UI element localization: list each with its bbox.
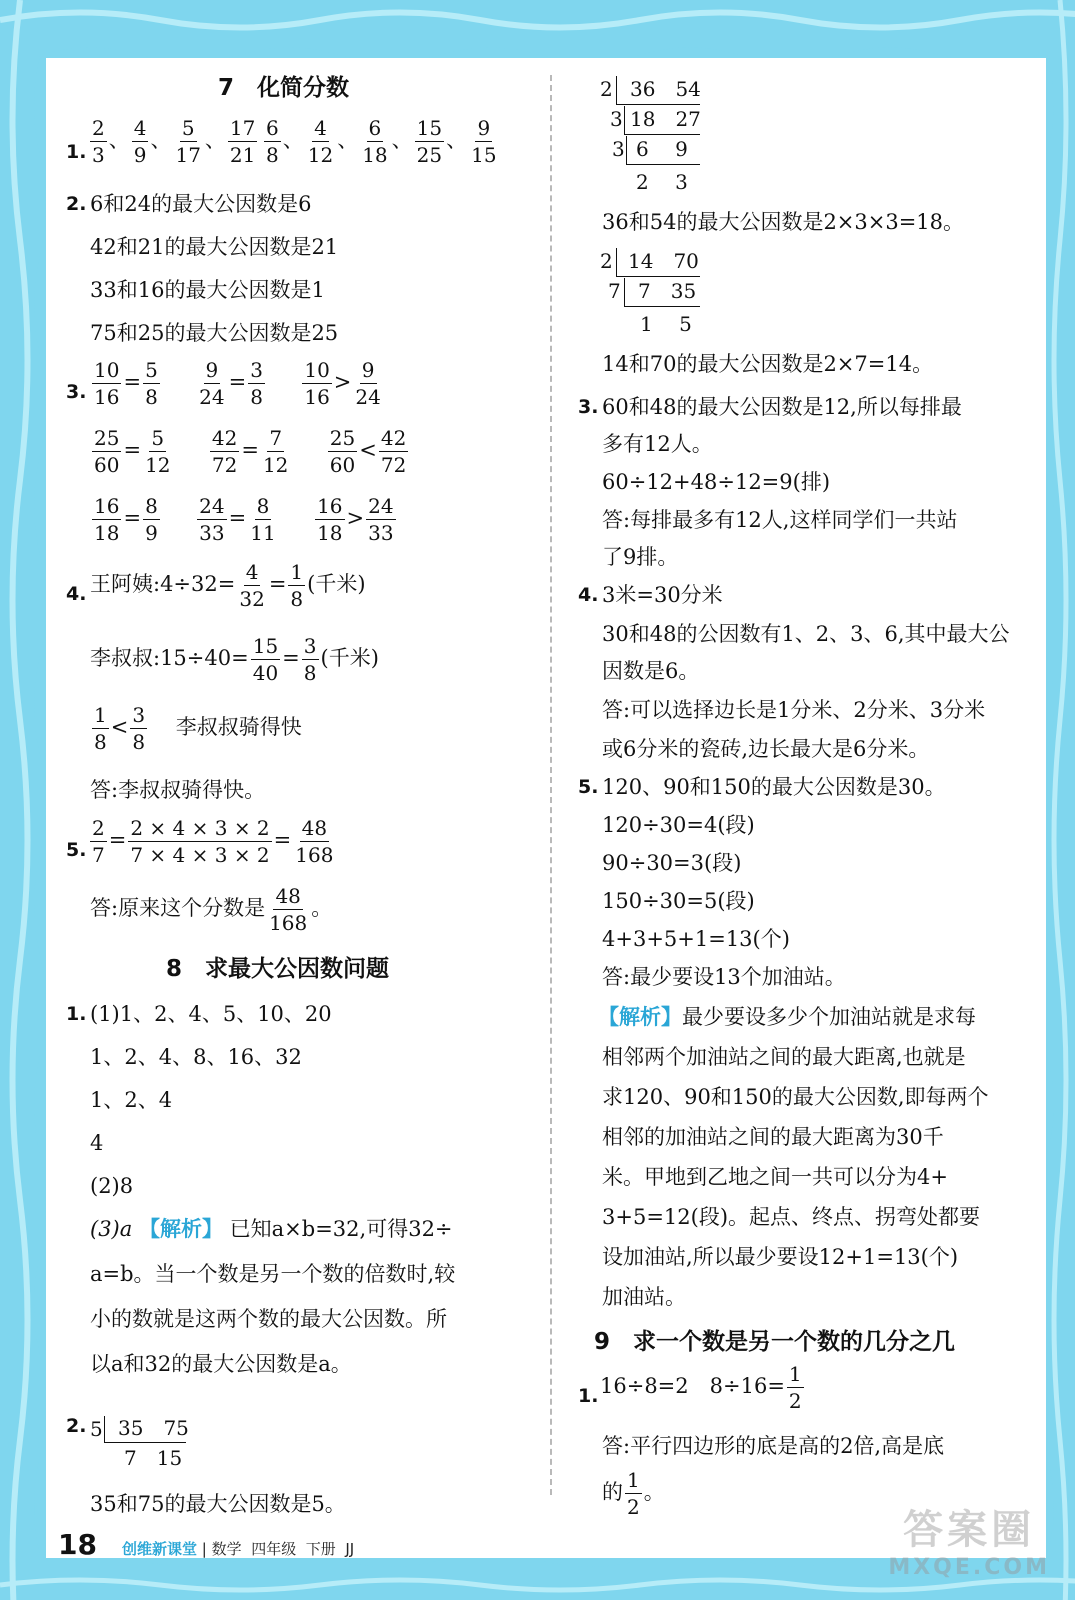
s7-q4-line2: 李叔叔:15÷40= $\frac{15}{40}$ = $\frac{3}{8}$ (千米) (90, 634, 379, 685)
q-number: 1. (66, 141, 87, 163)
footer-brand: 创维新课堂 (122, 1540, 198, 1558)
page-number: 18 (58, 1528, 97, 1561)
section-7-title: 7 化简分数 (218, 75, 350, 101)
answer-line: (1)1、2、4、5、10、20 (90, 1002, 332, 1026)
answer-line: 150÷30=5(段) (602, 889, 755, 913)
answer-line: 1、2、4 (90, 1088, 173, 1112)
s7-q4-line1: 王阿姨:4÷32= $\frac{4}{32}$ = $\frac{1}{8}$ (千米) (90, 560, 366, 611)
answer-line: a=b。当一个数是另一个数的倍数时,较 (90, 1262, 456, 1286)
s7-q5-equation: $\frac{2}{7}$ = $\frac{2 \times 4 \times 3 \times 2}{7 \times 4 \times 3 \times 2}$ = $\frac{48}{168}$ (92, 816, 334, 867)
section-9-title: 9 求一个数是另一个数的几分之几 (594, 1329, 956, 1355)
answer-line: 答:每排最多有12人,这样同学们一共站 (602, 508, 958, 532)
analysis-line: 设加油站,所以最少要设12+1=13(个) (602, 1245, 959, 1269)
q-number: 3. (578, 396, 599, 418)
answer-line: 120÷30=4(段) (602, 813, 755, 837)
q-number: 4. (66, 583, 87, 605)
section-8-title: 8 求最大公因数问题 (166, 956, 390, 982)
answer-line: 因数是6。 (602, 659, 700, 683)
answer-line: 14和70的最大公因数是2×7=14。 (602, 352, 934, 376)
answer-line: 答:可以选择边长是1分米、2分米、3分米 (602, 698, 986, 722)
answer-line: 33和16的最大公因数是1 (90, 278, 325, 302)
q-number: 2. (66, 193, 87, 215)
answer-line: 42和21的最大公因数是21 (90, 235, 339, 259)
analysis-line: 米。甲地到乙地之间一共可以分为4+ (602, 1165, 948, 1189)
answer-line: 35和75的最大公因数是5。 (90, 1492, 346, 1516)
analysis-tag: 【解析】 (138, 1216, 223, 1241)
answer-line: 6和24的最大公因数是6 (90, 192, 312, 216)
analysis-tag: 【解析】 (598, 1004, 682, 1029)
s8-q1-3-line: (3)a 【解析】 已知a×b=32,可得32÷ (90, 1216, 453, 1241)
s7-q4-compare: $\frac{1}{8}$ < $\frac{3}{8}$ 李叔叔骑得快 (94, 703, 302, 754)
answer-line: 答:最少要设13个加油站。 (602, 965, 846, 989)
answer-line: 了9排。 (602, 545, 679, 569)
answer-line: 小的数就是这两个数的最大公因数。所 (90, 1307, 447, 1331)
s7-q3-row: $\frac{25}{60}$ = $\frac{5}{12}$ $\frac{42}{72}$ = $\frac{7}{12}$ $\frac{25}{60}$ < $\frac{42}{72}$ (94, 426, 407, 477)
answer-line: 4 (90, 1131, 104, 1155)
q-number: 2. (66, 1415, 87, 1437)
s9-q1-equation: 16÷8=2 8÷16= $\frac{1}{2}$ (600, 1362, 802, 1413)
footer-info: 创维新课堂 | 数学 四年级 下册 JJ (122, 1540, 355, 1558)
s8-q5-analysis: 【解析】最少要设多少个加油站就是求每 (598, 1004, 976, 1029)
q-number: 3. (66, 381, 87, 403)
q-number: 5. (578, 776, 599, 798)
q-number: 5. (66, 839, 87, 861)
answer-line: 答:平行四边形的底是高的2倍,高是底 (602, 1434, 945, 1458)
answer-line: 75和25的最大公因数是25 (90, 321, 339, 345)
s7-q3-row: $\frac{10}{16}$ = $\frac{5}{8}$ $\frac{9}{24}$ = $\frac{3}{8}$ $\frac{10}{16}$ > $\frac{9}{24}$ (94, 358, 381, 409)
answer-line: 36和54的最大公因数是2×3×3=18。 (602, 210, 965, 234)
q-number: 1. (578, 1385, 599, 1407)
answer-line: 60和48的最大公因数是12,所以每排最 (602, 395, 962, 419)
analysis-line: 相邻的加油站之间的最大距离为30千 (602, 1125, 944, 1149)
answer-line: 1、2、4、8、16、32 (90, 1045, 302, 1069)
watermark-logo: 答案圈 MXQE.COM (888, 1507, 1050, 1580)
answer-line: 或6分米的瓷砖,边长最大是6分米。 (602, 737, 930, 761)
column-divider (550, 75, 552, 1495)
q-number: 4. (578, 584, 599, 606)
s7-q3-row: $\frac{16}{18}$ = $\frac{8}{9}$ $\frac{24}{33}$ = $\frac{8}{11}$ $\frac{16}{18}$ > $\frac{24}{33}$ (94, 494, 394, 545)
s7-q5-answer: 答:原来这个分数是 $\frac{48}{168}$ 。 (90, 884, 333, 935)
analysis-line: 加油站。 (602, 1285, 686, 1309)
answer-line: 答:李叔叔骑得快。 (90, 778, 266, 802)
answer-line: 以a和32的最大公因数是a。 (90, 1352, 352, 1376)
answer-line: 30和48的公因数有1、2、3、6,其中最大公 (602, 622, 1010, 646)
answer-line: 3米=30分米 (602, 583, 723, 607)
s7-q1-answer-2: $\frac{6}{8}$ 、 $\frac{4}{12}$ 、 $\frac{6}{18}$ 、 $\frac{15}{25}$ 、 $\frac{9}{15}$ (266, 116, 497, 167)
answer-line: 90÷30=3(段) (602, 851, 742, 875)
answer-line: (2)8 (90, 1174, 134, 1198)
answer-line: 120、90和150的最大公因数是30。 (602, 775, 946, 799)
answer-line: 多有12人。 (602, 432, 713, 456)
s7-q1-answer: $\frac{2}{3}$ 、 $\frac{4}{9}$ 、 $\frac{5}{17}$ 、 $\frac{17}{21}$ (92, 116, 256, 167)
analysis-line: 3+5=12(段)。起点、终点、拐弯处都要 (602, 1205, 981, 1229)
s9-q1-answer-end: 的 $\frac{1}{2}$ 。 (602, 1468, 665, 1519)
answer-line: 60÷12+48÷12=9(排) (602, 470, 831, 494)
analysis-line: 相邻两个加油站之间的最大距离,也就是 (602, 1045, 966, 1069)
q-number: 1. (66, 1003, 87, 1025)
analysis-line: 求120、90和150的最大公因数,即每两个 (602, 1085, 989, 1109)
answer-line: 4+3+5+1=13(个) (602, 927, 790, 951)
